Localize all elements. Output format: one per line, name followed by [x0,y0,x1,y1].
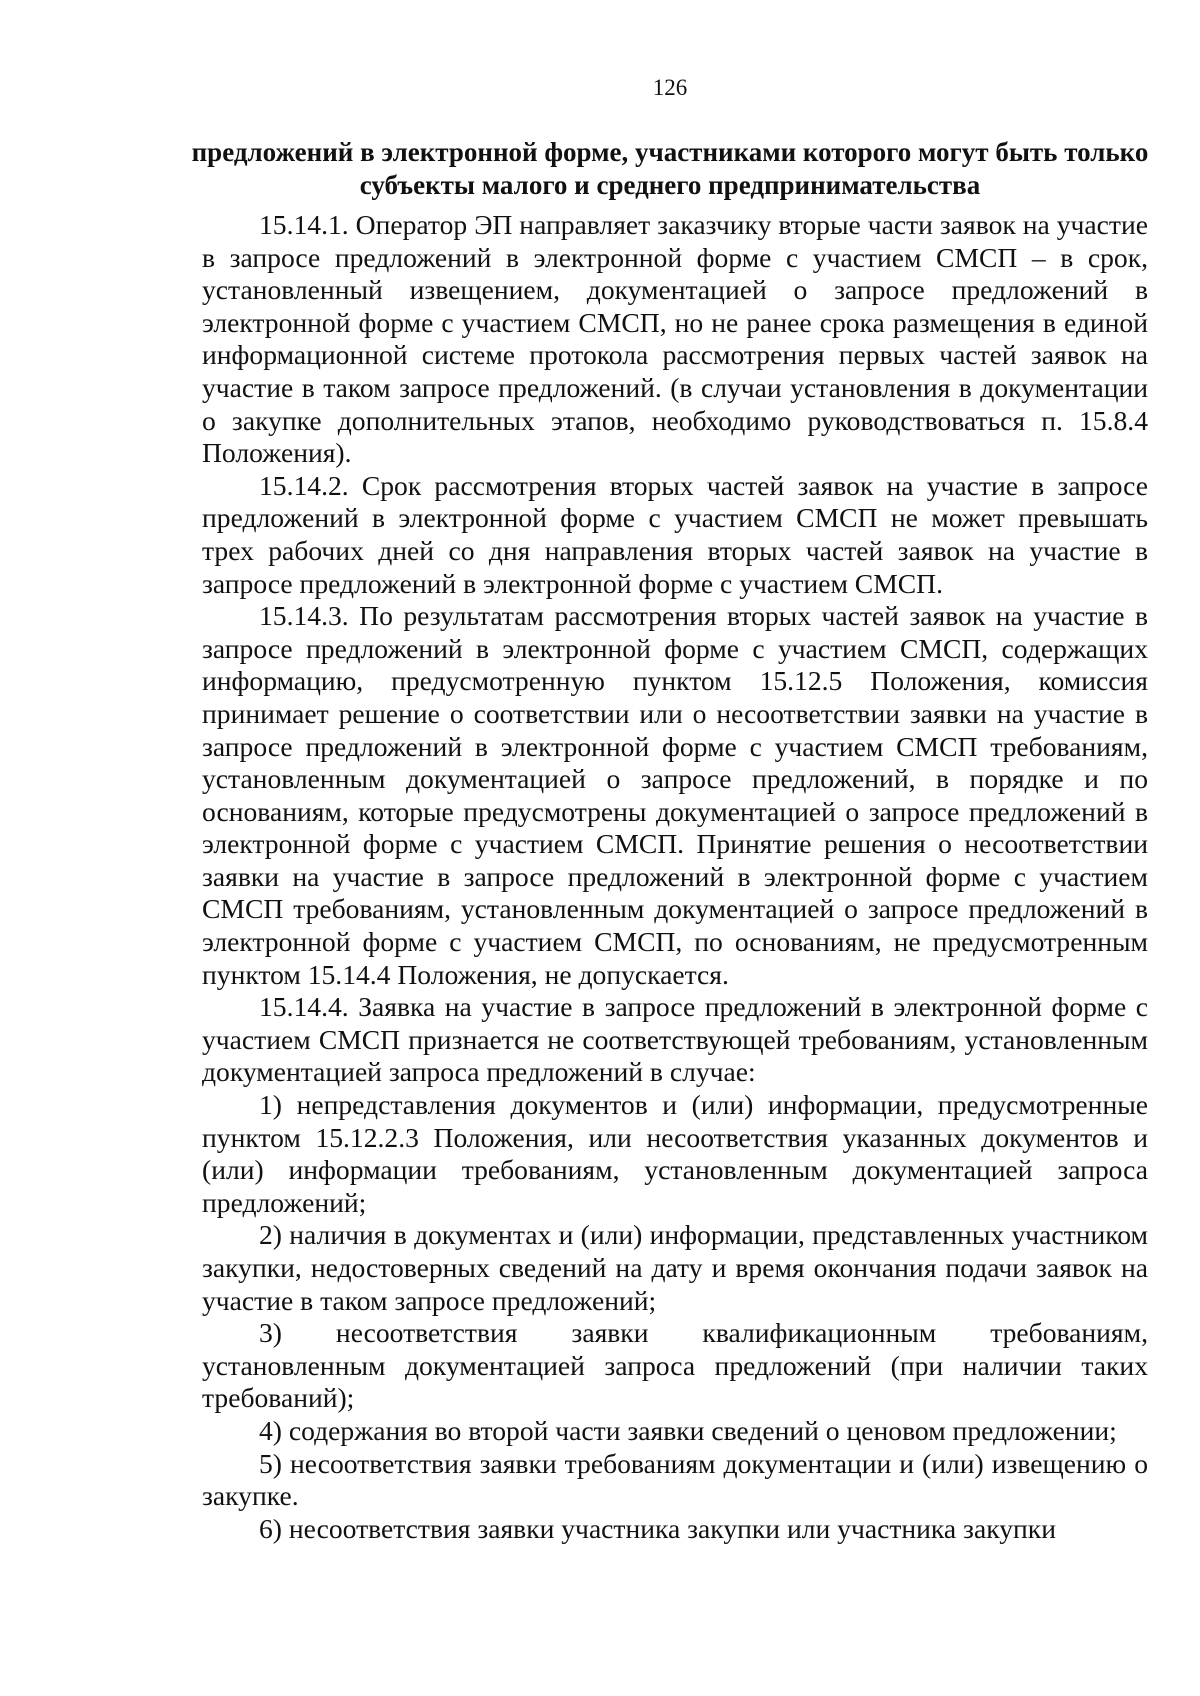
paragraph-15-14-4: 15.14.4. Заявка на участие в запросе предложений в электронной форме с участием СМСП признается не соответствующей требованиям, установленным документацией запроса предложений в случае: [202,991,1148,1088]
page-number: 126 [652,75,688,100]
section-heading: предложений в электронной форме, участниками которого могут быть только субъекты малого и среднего предпринимательства [191,137,1149,200]
list-item-5: 5) несоответствия заявки требованиям документации и (или) извещению о закупке. [202,1447,1148,1512]
list-item-1: 1) непредставления документов и (или) информации, предусмотренные пунктом 15.12.2.3 Положения, или несоответствия указанных документов и (или) информации требованиям, установленным документацией запроса предложений; [202,1089,1148,1218]
paragraph-15-14-2: 15.14.2. Срок рассмотрения вторых частей заявок на участие в запросе предложений в электронной форме с участием СМСП не может превышать трех рабочих дней со дня направления вторых частей заявок на участие в запросе предложений в электронной форме с участием СМСП. [202,469,1148,599]
list-item-3: 3) несоответствия заявки квалификационным требованиям, установленным документацией запроса предложений (при наличии таких требований); [202,1317,1148,1414]
paragraph-15-14-3: 15.14.3. По результатам рассмотрения вторых частей заявок на участие в запросе предложений в электронной форме с участием СМСП, содержащих информацию, предусмотренную пунктом 15.12.5 Положения, комиссия принимает решение о соответствии или о несоответствии заявки на участие в запросе предложений в электронной форме с участием СМСП требованиям, установленным документацией о запросе предложений, в порядке и по основаниям, которые предусмотрены документацией о запросе предложений в электронной форме с участием СМСП. Принятие решения о несоответствии заявки на участие в запросе предложений в электронной форме с участием СМСП требованиям, установленным документацией о запросе предложений в электронной форме с участием СМСП, по основаниям, не предусмотренным пунктом 15.14.4 Положения, не допускается. [202,600,1148,990]
paragraph-15-14-1: 15.14.1. Оператор ЭП направляет заказчику вторые части заявок на участие в запросе предложений в электронной форме с участием СМСП – в срок, установленный извещением, документацией о запросе предложений в электронной форме с участием СМСП, но не ранее срока размещения в единой информационной системе протокола рассмотрения первых частей заявок на участие в таком запросе предложений. (в случаи установления в документации о закупке дополнительных этапов, необходимо руководствоваться п. 15.8.4 Положения). [202,209,1148,469]
list-item-6: 6) несоответствия заявки участника закупки или участника закупки [259,1512,1056,1544]
list-item-4: 4) содержания во второй части заявки сведений о ценовом предложении; [259,1414,1117,1446]
document-body [202,209,1148,1545]
list-item-2: 2) наличия в документах и (или) информации, представленных участником закупки, недостоверных сведений на дату и время окончания подачи заявок на участие в таком запросе предложений; [202,1219,1148,1316]
